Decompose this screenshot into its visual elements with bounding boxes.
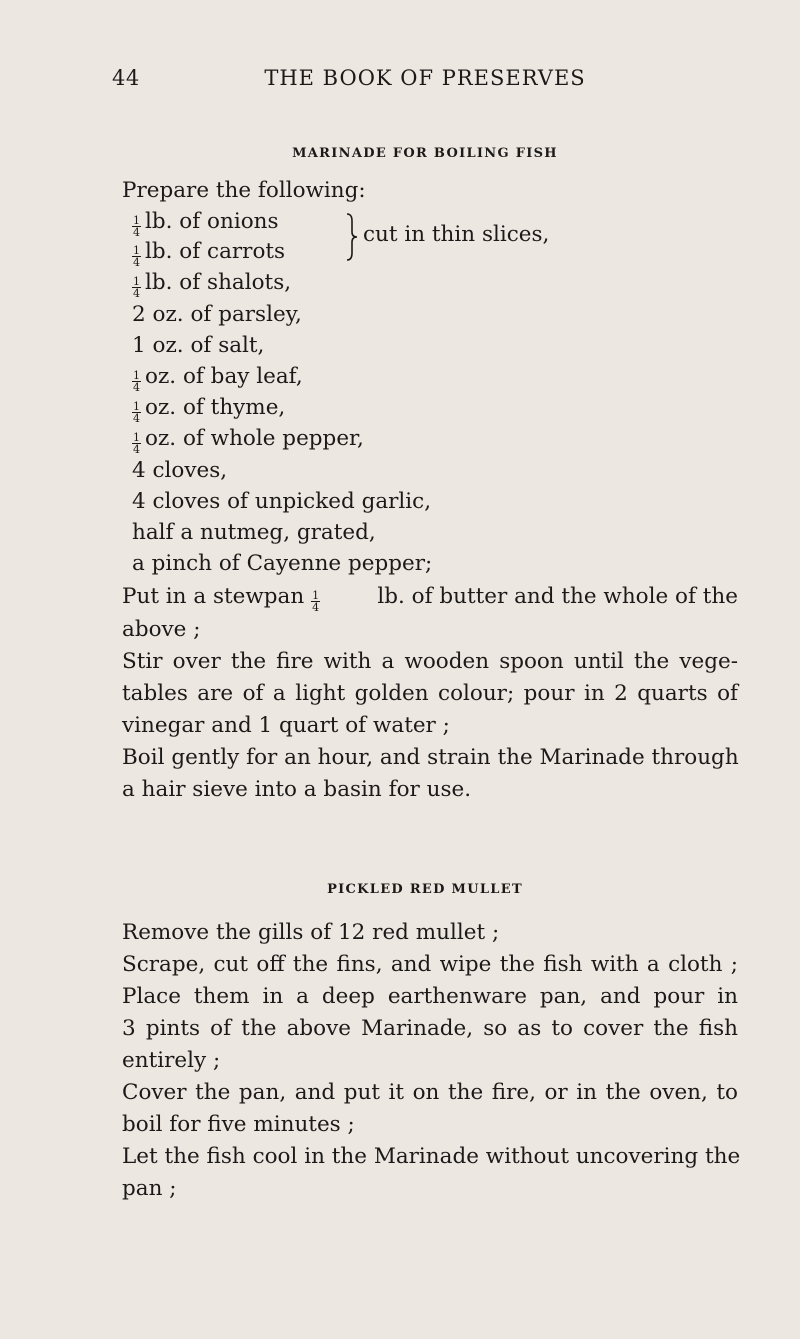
- ingredient-line: $\frac{1}{4}$ oz. of thyme,: [133, 395, 286, 425]
- step-line: Boil gently for an hour, and strain the Marinade through: [122, 745, 739, 770]
- step-line: pan ;: [122, 1176, 177, 1201]
- step-line: entirely ;: [122, 1048, 221, 1073]
- ingredient-line: $\frac{1}{4}$ oz. of bay leaf,: [133, 364, 303, 394]
- section-heading-marinade: MARINADE FOR BOILING FISH: [292, 146, 558, 161]
- step-line: Cover the pan, and put it on the fire, or in the oven, to: [122, 1080, 738, 1105]
- fraction: $\frac{1}{4}$: [133, 400, 140, 425]
- step-line: 3 pints of the above Marinade, so as to cover the fish: [122, 1016, 738, 1041]
- step-line: vinegar and 1 quart of water ;: [122, 713, 450, 738]
- step-line: Place them in a deep earthenware pan, and pour in: [122, 984, 738, 1009]
- step-line: Scrape, cut off the fins, and wipe the fish with a cloth ;: [122, 952, 738, 977]
- running-title: THE BOOK OF PRESERVES: [264, 66, 586, 90]
- ingredient-line: $\frac{1}{4}$ oz. of whole pepper,: [133, 426, 364, 456]
- ingredient-line: $\frac{1}{4}$ lb. of onions: [133, 209, 279, 239]
- running-head: [112, 66, 738, 96]
- ingredient-line: 2 oz. of parsley,: [132, 302, 302, 327]
- ingredient-line: half a nutmeg, grated,: [132, 520, 376, 545]
- fraction: $\frac{1}{4}$: [133, 431, 140, 456]
- step-line: Remove the gills of 12 red mullet ;: [122, 920, 500, 945]
- ingredient-line: $\frac{1}{4}$ lb. of shalots,: [133, 270, 292, 300]
- ingredient-line: a pinch of Cayenne pepper;: [132, 551, 433, 576]
- brace-note: cut in thin slices,: [363, 222, 550, 247]
- section-heading-mullet: PICKLED RED MULLET: [327, 882, 523, 897]
- fraction: $\frac{1}{4}$: [133, 275, 140, 300]
- ingredient-line: 4 cloves of unpicked garlic,: [132, 489, 432, 514]
- step-line: Stir over the fire with a wooden spoon until the vege-: [122, 649, 738, 674]
- step-line: a hair sieve into a basin for use.: [122, 777, 472, 802]
- step-line: tables are of a light golden colour; pour in 2 quarts of: [122, 681, 738, 706]
- step-line: boil for five minutes ;: [122, 1112, 355, 1137]
- step-line: Let the fish cool in the Marinade without uncovering the: [122, 1144, 741, 1169]
- page-number: 44: [112, 66, 140, 90]
- step-line: Put in a stewpan $\frac{1}{4}$ lb. of butter and the whole of the: [122, 584, 738, 614]
- step-line: above ;: [122, 617, 201, 642]
- ingredient-line: 4 cloves,: [132, 458, 228, 483]
- fraction: $\frac{1}{4}$: [133, 369, 140, 394]
- fraction: $\frac{1}{4}$: [312, 589, 320, 614]
- ingredient-line: 1 oz. of salt,: [132, 333, 265, 358]
- fraction: $\frac{1}{4}$: [133, 214, 140, 239]
- ingredient-line: $\frac{1}{4}$ lb. of carrots: [133, 239, 286, 269]
- fraction: $\frac{1}{4}$: [133, 244, 140, 269]
- curly-brace-icon: [346, 213, 358, 261]
- intro-line: Prepare the following:: [122, 178, 366, 203]
